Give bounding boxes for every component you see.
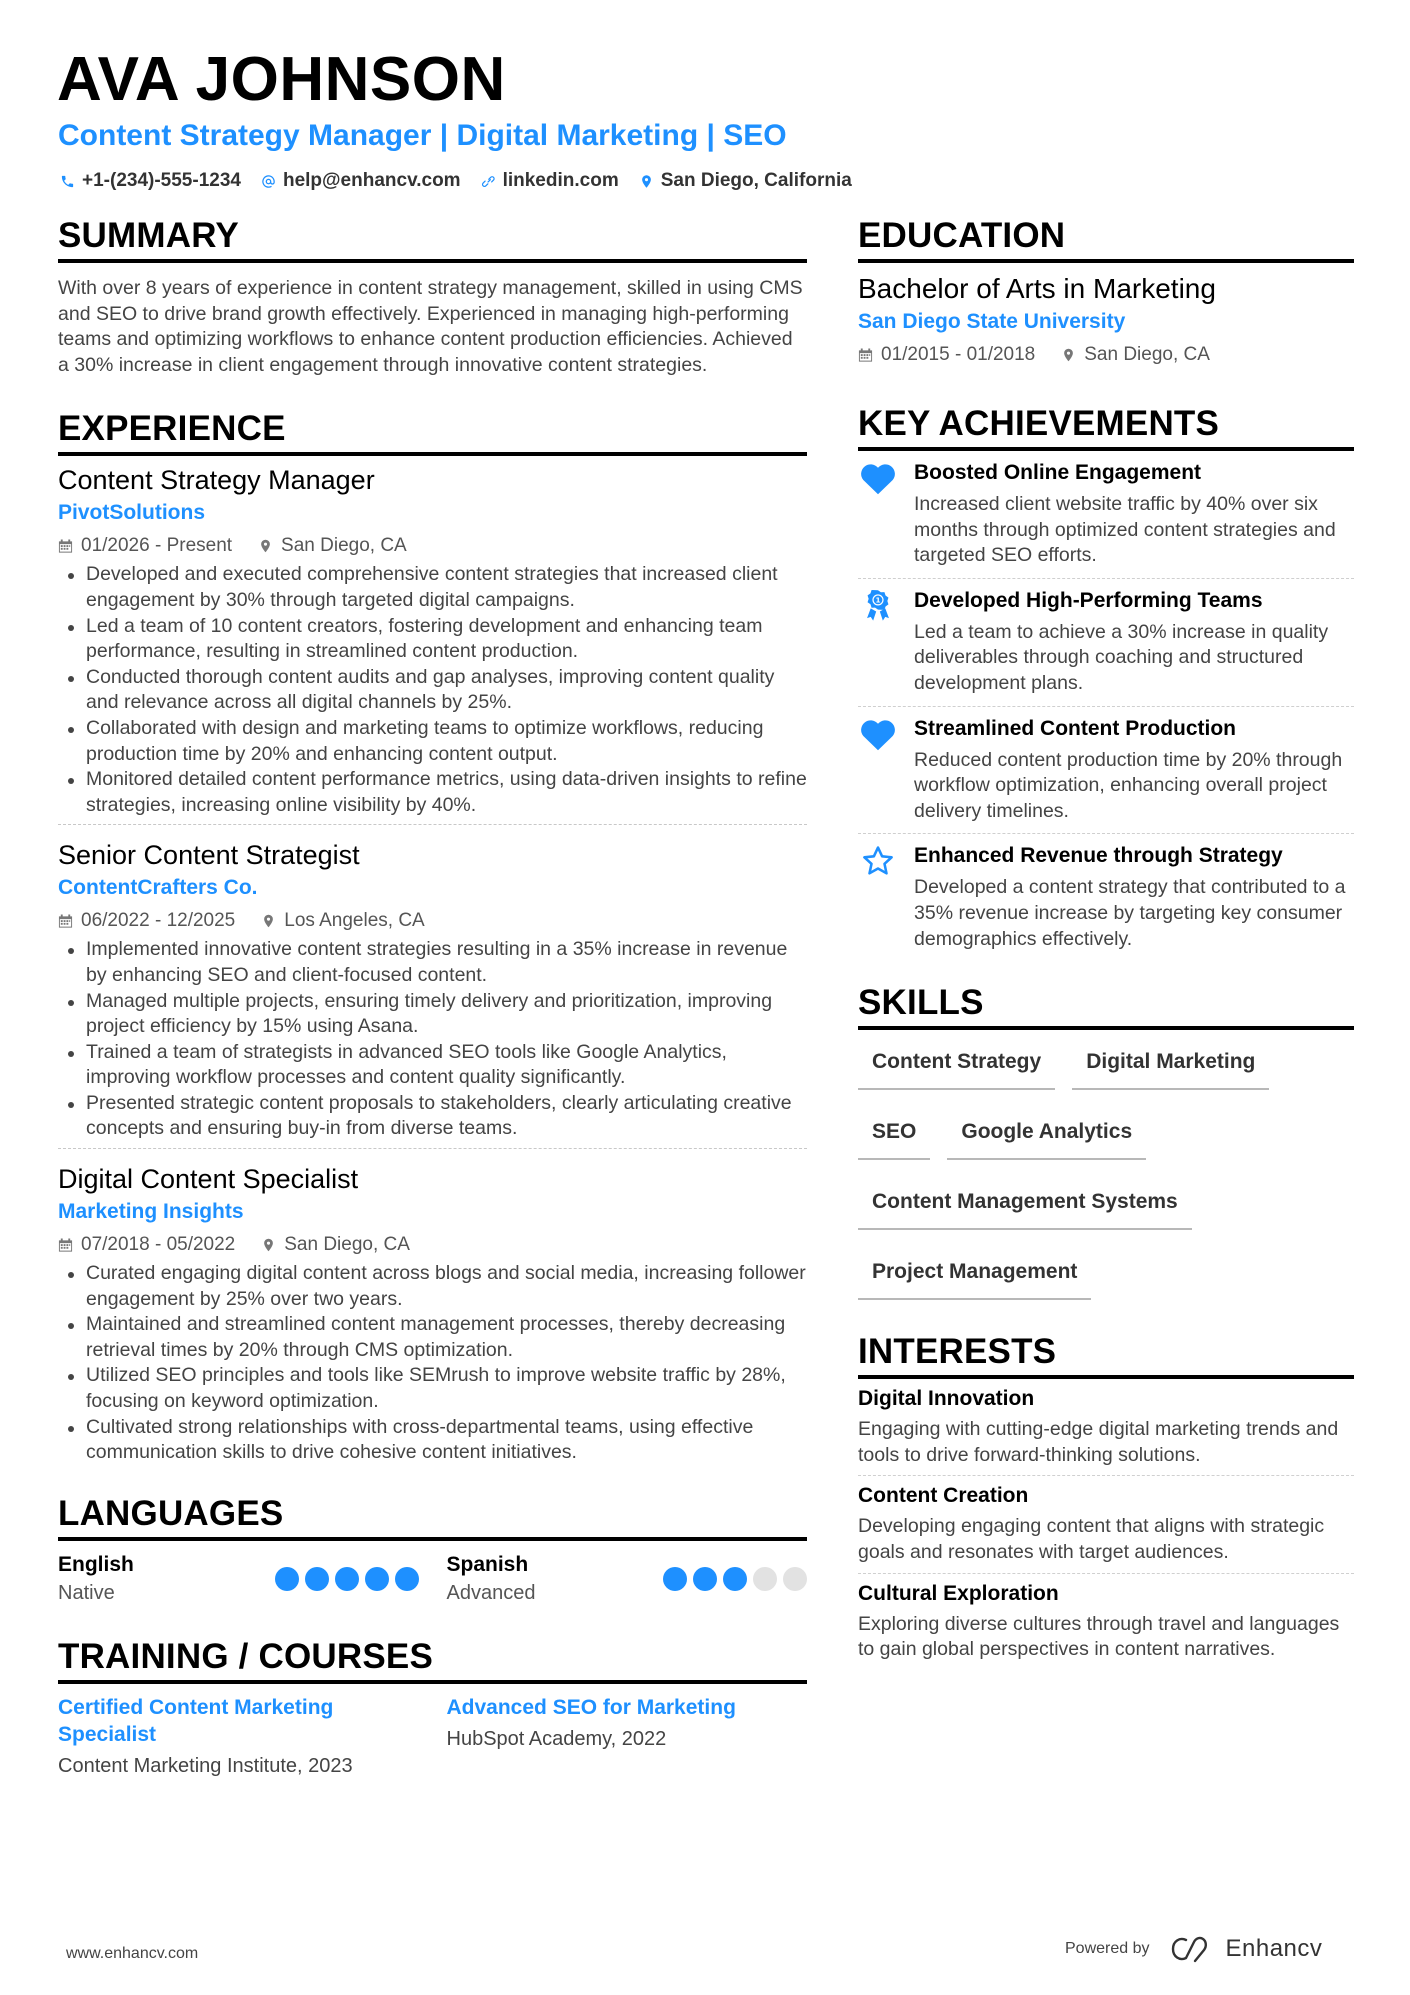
bullet-item: Led a team of 10 content creators, fostering development and enhancing team performance, resulting in streamlined content production. — [58, 614, 807, 665]
interest-title: Digital Innovation — [858, 1387, 1035, 1411]
job-meta — [58, 531, 807, 561]
achievement-item — [858, 578, 1354, 706]
section-title-education: EDUCATION — [858, 216, 1066, 255]
section-divider — [58, 452, 807, 456]
calendar-icon — [58, 1237, 73, 1253]
interest-desc: Engaging with cutting-edge digital marketing trends and tools to drive forward-thinking solutions. — [858, 1418, 1339, 1466]
bullet-item: Implemented innovative content strategies resulting in a 35% increase in revenue by enhancing SEO and client-focused content. — [58, 937, 807, 988]
section-title-achievements: KEY ACHIEVEMENTS — [858, 404, 1220, 443]
interest-item — [858, 1379, 1354, 1475]
location-pin-icon — [258, 538, 273, 554]
enhancv-logo-icon — [1170, 1935, 1216, 1963]
achievement-desc: Led a team to achieve a 30% increase in quality deliverables through coaching and structured development plans. — [914, 620, 1329, 694]
job-bullets — [58, 937, 807, 1142]
heart-icon — [859, 717, 897, 751]
achievement-title: Enhanced Revenue through Strategy — [914, 844, 1283, 868]
dot-filled — [365, 1567, 389, 1591]
bullet-item: Trained a team of strategists in advanced SEO tools like Google Analytics, improving workflow processes and content quality significantly. — [58, 1040, 807, 1091]
bullet-item: Curated engaging digital content across blogs and social media, increasing follower engagement by 25% over two years. — [58, 1261, 807, 1312]
education-meta — [858, 340, 1354, 370]
bullet-item: Collaborated with design and marketing teams to optimize workflows, reducing production time by 20% and enhancing content output. — [58, 716, 807, 767]
right-column — [858, 216, 1354, 1670]
interest-item — [858, 1475, 1354, 1572]
footer-website[interactable]: www.enhancv.com — [66, 1945, 199, 1962]
contact-location — [639, 168, 852, 194]
job-location: San Diego, CA — [261, 1230, 410, 1260]
dot-empty — [783, 1567, 807, 1591]
education-section — [858, 216, 1354, 370]
skill-tag: Content Strategy — [858, 1036, 1055, 1090]
proficiency-dots — [663, 1567, 807, 1591]
section-title-training: TRAINING / COURSES — [58, 1636, 434, 1676]
job-title: Content Strategy Manager — [58, 465, 375, 496]
job-location: San Diego, CA — [258, 531, 407, 561]
location-pin-icon — [261, 913, 276, 929]
section-divider — [858, 259, 1354, 263]
location-pin-icon — [1061, 347, 1076, 363]
language-level: Advanced — [446, 1581, 536, 1604]
phone-text: +1-(234)-555-1234 — [82, 170, 241, 191]
summary-text: With over 8 years of experience in content strategy management, skilled in using CMS and SEO to drive brand growth effectively. Experienced in managing high-performing teams and optimizing workflows to enhance content production efficiencies. Achieved a 30% increase in client engagement through innovative content strategies. — [58, 277, 803, 376]
job-entry — [58, 824, 807, 1148]
section-title-skills: SKILLS — [858, 983, 984, 1023]
section-title-summary: SUMMARY — [58, 216, 239, 255]
languages-section — [58, 1494, 807, 1607]
star-outline-icon — [859, 844, 897, 878]
job-meta — [58, 1230, 807, 1260]
location-pin-icon — [261, 1237, 276, 1253]
calendar-icon — [58, 538, 73, 554]
interest-title: Cultural Exploration — [858, 1581, 1059, 1605]
section-divider — [58, 1680, 807, 1684]
languages-list — [58, 1551, 807, 1607]
skill-tag: SEO — [858, 1106, 930, 1160]
summary-section — [58, 216, 807, 378]
job-title: Digital Content Specialist — [58, 1164, 359, 1195]
skill-tag: Project Management — [858, 1246, 1091, 1300]
location-text: San Diego, California — [660, 170, 852, 191]
section-divider — [58, 259, 807, 263]
phone-icon — [60, 174, 75, 189]
bullet-item: Cultivated strong relationships with cross-departmental teams, using effective communication skills to drive cohesive content initiatives. — [58, 1415, 807, 1466]
powered-by-label: Powered by — [1065, 1940, 1150, 1957]
language-name: Spanish — [446, 1552, 529, 1576]
interests-section — [858, 1332, 1354, 1670]
achievement-title: Developed High-Performing Teams — [914, 588, 1263, 612]
training-subtitle: HubSpot Academy, 2022 — [446, 1727, 667, 1750]
language-item — [447, 1551, 808, 1607]
interest-desc: Developing engaging content that aligns with strategic goals and resonates with target audiences. — [858, 1515, 1325, 1563]
enhancv-logo[interactable] — [1170, 1935, 1323, 1963]
education-degree: Bachelor of Arts in Marketing — [858, 273, 1216, 304]
section-title-interests: INTERESTS — [858, 1332, 1057, 1372]
at-icon — [261, 174, 276, 189]
experience-section — [58, 409, 807, 1471]
bullet-item: Managed multiple projects, ensuring timely delivery and prioritization, improving project efficiency by 15% using Asana. — [58, 989, 807, 1040]
calendar-icon — [858, 347, 873, 363]
location-pin-icon — [639, 174, 654, 189]
footer-branding — [1065, 1935, 1322, 1963]
job-title: Senior Content Strategist — [58, 840, 360, 871]
skill-tag: Content Management Systems — [858, 1176, 1192, 1230]
training-subtitle: Content Marketing Institute, 2023 — [58, 1754, 353, 1777]
achievement-item — [858, 451, 1354, 578]
linkedin-text: linkedin.com — [502, 170, 619, 191]
left-column — [58, 216, 807, 1780]
training-title: Advanced SEO for Marketing — [446, 1695, 736, 1719]
education-school: San Diego State University — [858, 310, 1126, 333]
candidate-name: AVA JOHNSON — [57, 45, 506, 114]
skill-tag: Digital Marketing — [1072, 1036, 1269, 1090]
dot-empty — [753, 1567, 777, 1591]
achievement-desc: Increased client website traffic by 40% over six months through optimized content strategies and targeted SEO efforts. — [914, 493, 1336, 567]
bullet-item: Presented strategic content proposals to stakeholders, clearly articulating creative concepts and ensuring buy-in from diverse teams. — [58, 1091, 807, 1142]
bullet-item: Monitored detailed content performance metrics, using data-driven insights to refine strategies, increasing online visibility by 40%. — [58, 767, 807, 818]
dot-filled — [335, 1567, 359, 1591]
job-dates: 06/2022 - 12/2025 — [58, 906, 235, 936]
award-ribbon-icon — [859, 589, 897, 623]
job-company: Marketing Insights — [58, 1200, 244, 1224]
dot-filled — [663, 1567, 687, 1591]
interest-title: Content Creation — [858, 1484, 1029, 1508]
dot-filled — [305, 1567, 329, 1591]
contact-email[interactable] — [261, 168, 461, 194]
achievements-section — [858, 404, 1354, 961]
dot-filled — [723, 1567, 747, 1591]
dot-filled — [693, 1567, 717, 1591]
skills-list — [858, 1036, 1354, 1300]
dot-filled — [395, 1567, 419, 1591]
contact-bar — [60, 168, 852, 194]
job-bullets — [58, 562, 807, 818]
education-location: San Diego, CA — [1061, 340, 1210, 370]
job-company: PivotSolutions — [58, 501, 205, 525]
skills-section — [858, 983, 1354, 1300]
proficiency-dots — [275, 1567, 419, 1591]
achievement-desc: Reduced content production time by 20% through workflow optimization, enhancing overall project delivery timelines. — [914, 748, 1343, 822]
email-text: help@enhancv.com — [282, 170, 461, 191]
achievement-item — [858, 833, 1354, 961]
job-entry — [58, 1148, 807, 1472]
achievement-title: Boosted Online Engagement — [914, 461, 1202, 484]
language-item — [58, 1551, 419, 1607]
contact-phone[interactable] — [60, 168, 241, 194]
bullet-item: Conducted thorough content audits and gap analyses, improving content quality and relevance across all digital channels by 25%. — [58, 665, 807, 716]
job-dates: 01/2026 - Present — [58, 531, 232, 561]
svg-text:1: 1 — [875, 595, 881, 605]
job-bullets — [58, 1261, 807, 1466]
job-location: Los Angeles, CA — [261, 906, 424, 936]
calendar-icon — [58, 913, 73, 929]
dot-filled — [275, 1567, 299, 1591]
heart-icon — [859, 461, 897, 495]
training-item — [58, 1694, 419, 1780]
achievement-title: Streamlined Content Production — [914, 716, 1237, 740]
bullet-item: Utilized SEO principles and tools like SEMrush to improve website traffic by 28%, focusing on keyword optimization. — [58, 1363, 807, 1414]
job-meta — [58, 906, 807, 936]
brand-name: Enhancv — [1225, 1935, 1323, 1962]
section-divider — [858, 1026, 1354, 1030]
training-item — [447, 1694, 808, 1780]
bullet-item: Maintained and streamlined content management processes, thereby decreasing retrieval times by 20% through CMS optimization. — [58, 1312, 807, 1363]
training-section — [58, 1637, 807, 1780]
achievement-desc: Developed a content strategy that contributed to a 35% revenue increase by targeting key consumer demographics effectively. — [914, 876, 1346, 950]
achievement-item — [858, 706, 1354, 834]
bullet-item: Developed and executed comprehensive content strategies that increased client engagement by 30% through targeted digital campaigns. — [58, 562, 807, 613]
section-title-languages: LANGUAGES — [58, 1493, 284, 1533]
interest-item — [858, 1573, 1354, 1670]
training-list — [58, 1694, 807, 1780]
job-company: ContentCrafters Co. — [58, 876, 258, 900]
job-dates: 07/2018 - 05/2022 — [58, 1230, 235, 1260]
candidate-headline: Content Strategy Manager | Digital Marketing | SEO — [58, 119, 787, 152]
education-dates: 01/2015 - 01/2018 — [858, 340, 1035, 370]
job-entry — [58, 462, 807, 824]
language-level: Native — [58, 1581, 115, 1604]
training-title: Certified Content Marketing Specialist — [58, 1695, 334, 1746]
link-icon — [481, 174, 496, 189]
section-divider — [58, 1537, 807, 1541]
section-title-experience: EXPERIENCE — [58, 409, 286, 449]
skill-tag: Google Analytics — [947, 1106, 1146, 1160]
contact-linkedin[interactable] — [481, 168, 619, 194]
interest-desc: Exploring diverse cultures through travel and languages to gain global perspectives in content narratives. — [858, 1612, 1340, 1661]
language-name: English — [58, 1552, 134, 1576]
